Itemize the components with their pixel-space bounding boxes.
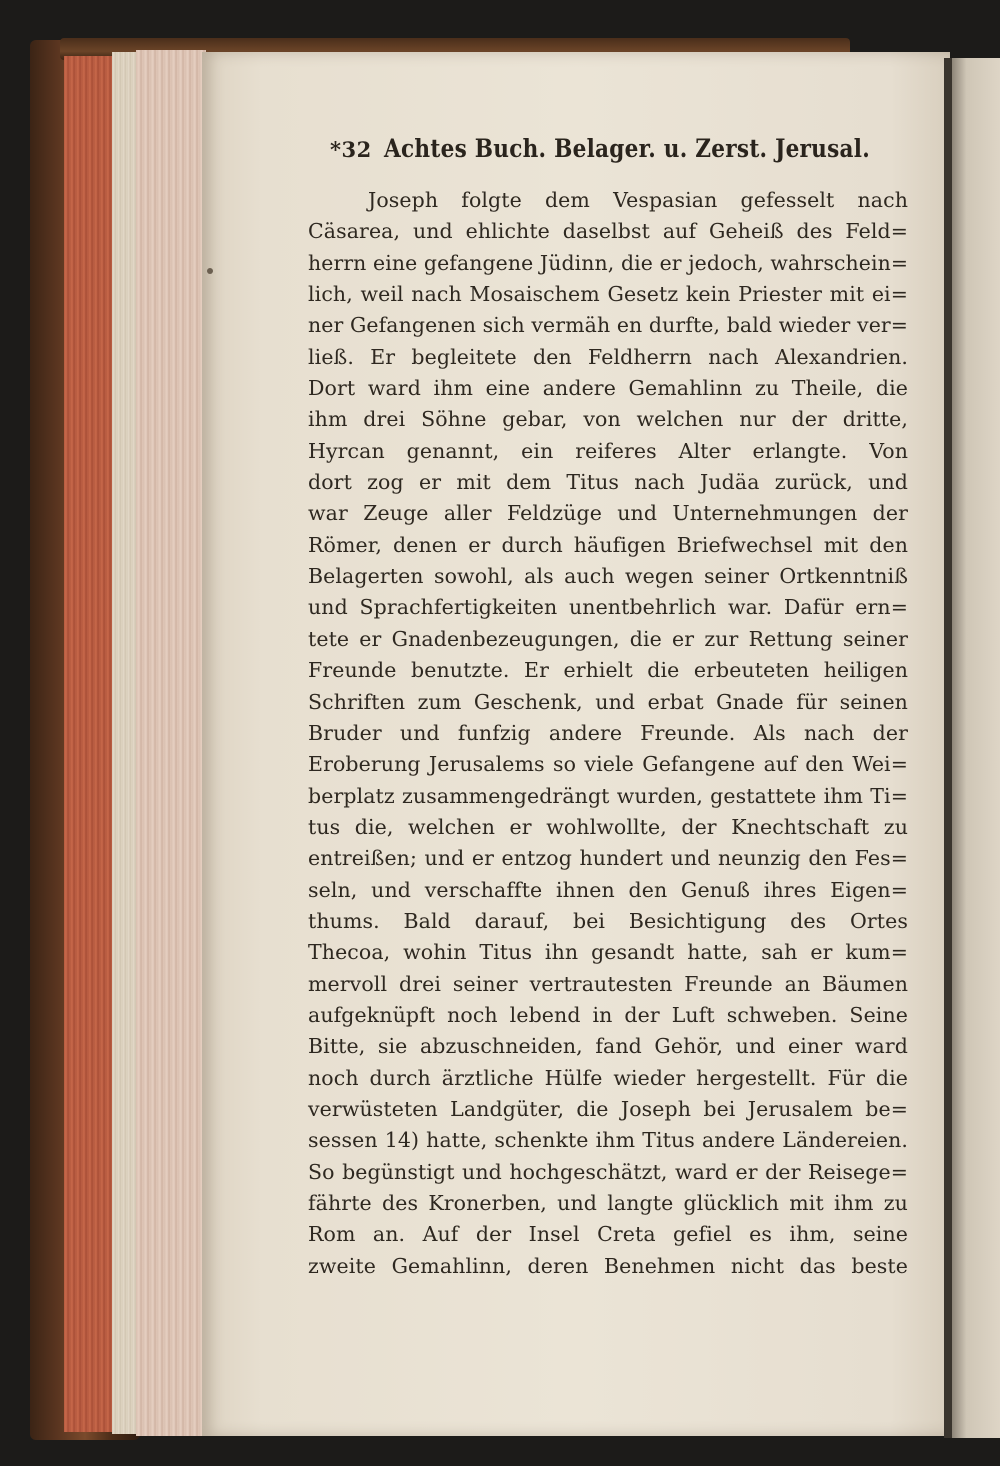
text-line: noch durch ärztliche Hülfe wieder hergestellt. Für die bbox=[308, 1065, 908, 1090]
text-line: entreißen; und er entzog hundert und neunzig den Fes= bbox=[308, 846, 908, 871]
text-line: und Sprachfertigkeiten unentbehrlich war. Dafür ern= bbox=[308, 595, 908, 620]
text-line: tete er Gnadenbezeugungen, die er zur Rettung seiner bbox=[308, 626, 908, 651]
text-line: Eroberung Jerusalems so viele Gefangene auf den Wei= bbox=[308, 752, 908, 777]
margin-mark bbox=[207, 268, 213, 274]
text-line: Freunde benutzte. Er erhielt die erbeuteten heiligen bbox=[308, 658, 908, 683]
text-line: dort zog er mit dem Titus nach Judäa zurück, und bbox=[308, 470, 908, 495]
text-line: Bitte, sie abzuschneiden, fand Gehör, und einer ward bbox=[308, 1034, 908, 1059]
text-line: tus die, welchen er wohlwollte, der Knechtschaft zu bbox=[308, 814, 908, 839]
text-line: Joseph folgte dem Vespasian gefesselt nach bbox=[368, 188, 908, 212]
text-line: ließ. Er begleitete den Feldherrn nach Alexandrien. bbox=[308, 344, 908, 369]
text-line: seln, und verschaffte ihnen den Genuß ihres Eigen= bbox=[308, 877, 908, 902]
text-line: thums. Bald darauf, bei Besichtigung des Ortes bbox=[308, 908, 908, 933]
text-line: Bruder und funfzig andere Freunde. Als nach der bbox=[308, 720, 908, 745]
text-line: Schriften zum Geschenk, und erbat Gnade für seinen bbox=[308, 689, 908, 714]
text-line: Hyrcan genannt, ein reiferes Alter erlangte. Von bbox=[308, 438, 908, 463]
text-line: sessen 14) hatte, schenkte ihm Titus andere Ländereien. bbox=[308, 1128, 908, 1153]
text-line: zweite Gemahlinn, deren Benehmen nicht das beste bbox=[308, 1253, 908, 1278]
page-edges-light bbox=[112, 52, 138, 1434]
text-line: herrn eine gefangene Jüdinn, die er jedoch, wahrschein= bbox=[308, 250, 909, 275]
running-head: Achtes Buch. Belager. u. Zerst. Jerusal. bbox=[383, 134, 870, 163]
text-line: ner Gefangenen sich vermäh en durfte, bald wieder ver= bbox=[308, 313, 909, 338]
text-line: mervoll drei seiner vertrautesten Freunde an Bäumen bbox=[308, 971, 908, 996]
text-line: So begünstigt und hochgeschätzt, ward er der Reisege= bbox=[308, 1159, 908, 1184]
page-edges-red bbox=[64, 56, 116, 1432]
facing-page-edge bbox=[952, 58, 1000, 1438]
page-text bbox=[308, 185, 908, 1282]
text-line: Rom an. Auf der Insel Creta gefiel es ihm, seine bbox=[308, 1222, 908, 1247]
page-edges-stacked bbox=[136, 50, 206, 1436]
text-line: Cäsarea, und ehlichte daselbst auf Geheiß des Feld= bbox=[308, 219, 908, 244]
text-line: verwüsteten Landgüter, die Joseph bei Jerusalem be= bbox=[308, 1096, 908, 1121]
page-header bbox=[330, 134, 870, 174]
text-line: fährte des Kronerben, und langte glücklich mit ihm zu bbox=[308, 1191, 908, 1215]
text-line: ihm drei Söhne gebar, von welchen nur der dritte, bbox=[308, 407, 908, 432]
text-line: Römer, denen er durch häufigen Briefwechsel mit den bbox=[308, 532, 908, 557]
text-line: Belagerten sowohl, als auch wegen seiner Ortkenntniß bbox=[308, 564, 908, 589]
page-number: *32 bbox=[330, 137, 372, 162]
text-line: aufgeknüpft noch lebend in der Luft schweben. Seine bbox=[308, 1002, 908, 1027]
text-line: lich, weil nach Mosaischem Gesetz kein Priester mit ei= bbox=[308, 282, 908, 307]
text-line: Dort ward ihm eine andere Gemahlinn zu Theile, die bbox=[308, 376, 908, 401]
text-line: berplatz zusammengedrängt wurden, gestattete ihm Ti= bbox=[308, 783, 908, 808]
text-line: Thecoa, wohin Titus ihn gesandt hatte, sah er kum= bbox=[308, 940, 908, 965]
text-line: war Zeuge aller Feldzüge und Unternehmungen der bbox=[308, 501, 908, 526]
